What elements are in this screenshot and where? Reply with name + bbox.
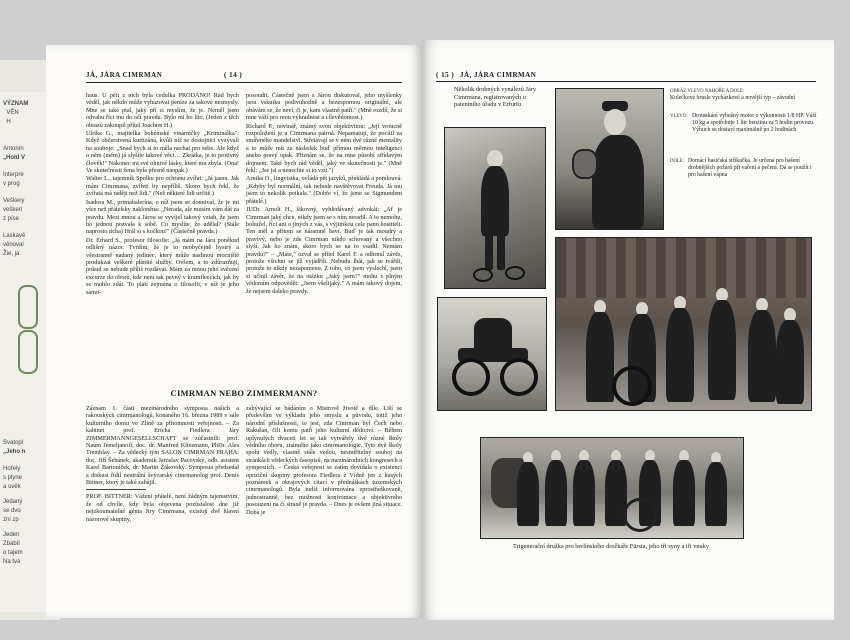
text-column-2 [246, 92, 402, 410]
page-number-right: ( 15 ) [436, 71, 455, 79]
caption-label: OBRÁZ VLEVO NAHOŘE A DOLE: [670, 89, 745, 94]
left-page [46, 45, 422, 618]
section-title: CIMRMAN NEBO ZIMMERMANN? [170, 388, 318, 398]
caption-text: Kolečkové brusle vycházkové a novější typ – závodní [670, 95, 796, 101]
paragraph: Walter L., tajemník Spolku pro ochranu zvířat: „Já jasnu. Jak mám Cimrmana, zvířetí by nepříliš. Skoro bych řekl, že zvířata má raději než lidi." (Než některé lidi určitě.) [86, 175, 239, 198]
paragraph: Dr. Erhard S., profesor filosofie: „Já mám na Járu poněkud odlišný názor. Tvrdím, že je to neobyčejně bystrý a všestranně nadaný jedinec, který může naslinou mocniště produkzat veškeré plánité služby. Ovšem, a to zdůrazňuji, pokud se nebude příliš rozdávat. Mám za mnou jeho svěcení excurze do oborů, kde není tak pevný v kramfleecích, jak by se mohlo zdát. To platí zejména o filosofii, v níž je jeho samo- [86, 236, 239, 296]
text-column-1 [86, 92, 239, 410]
caption-inventions: Několik drobných vynálezů Járy Cimrmana, registrovaných u patentního úřadu v Erfurtu [454, 86, 537, 109]
decorative-ornament [18, 330, 38, 374]
paragraph: PROF. BITTNER: Vážení přátelé, není žádným tajemstvím, že od chvíle, kdy byla objevena pozůstalost dne již nejzkoumatelné génia Jiry Cimrmana, existují dvě hlavní názorové skupiny, [86, 493, 239, 523]
paragraph: Záznam 1. části mezinárodního symposia našich a rakouských cimrmanologů, konaného 16. března 1989 v sále kulturního domu ve Zlíně za přítomnosti veřejnosti. – Za kabinet prof. Ericha Fiedlera Járy ZIMMERMANNGESELLSCHAFT se zúčastnili: prof. Naum Jemeljanoff, doc. dr. Manfred Klinsmann, PhDr. Ales Tremblay. – Za vědecký tým SALON CIMRMAN PRAHA: doc. Jiří Šebánek, akademik Jaroslav Pacovský, odb. asistent Karel Bartoníček, dr. Martin Žákovský. Symposia předsedal a diskusi řídil neutrální švýcarský cimrmanolog prof. Denis Bittner, který je také zahájil. [86, 405, 239, 487]
caption-label: VLEVO: [670, 114, 688, 119]
page-number-left: ( 14 ) [224, 71, 243, 79]
paragraph: Ulrika G., majitelka bohémské vinárničky „Kriminálka": Když občerstvená kurtizána, kvůli níž se dostojnici vyzývali na souboje: „Snad bych si to měla nechat pro sebe. Ale když o něm (mém) já slyšíte takové věci… Zkrátka, je to protivný člověk!" Nakonec mi své ohnivé lásky, které mu zbyla. (Ona! Ve skutečnosti žena byla přesně naopak.) [86, 130, 239, 175]
running-head-left: JÁ, JÁRA CIMRMAN [86, 71, 163, 79]
paragraph: Arnika O., lingvistka, ovládá pět jazyků, překládá a pomlouvá: „Kdyby byl normální, tak nebude navštěvovat Freuda. Já mu jsem tó nekolik potkala." (Dobře ví, že jsme se Sigmundem přátelé.) [246, 175, 402, 205]
caption-label: DOLE: [670, 159, 685, 164]
photo-man-roller-skates [444, 127, 546, 289]
paragraph: Richard P., novinář, známý svou objektivitou: „Její vroucně rozpoložení je u Cimrmana patrná. Nepamatuji, že pocítil za smířeného mandelstvi. Střetávají se v ném dvě různé mentality a to může mít za následek buď přímou měrnou inteligenci anebo pravý opak. Přiznám se, že na mne působí střídavým dojmem. Také bych rád věděl, jaký ve skutečnosti je." (Mně řekl: „Jse jsi a nenechte si to vzít.") [246, 122, 402, 175]
caption-text: Domácí hasičská stříkačka. Je určena pro hašení drobnějších požárů při vaření a pečení. Dá se použít i pro hašení vápna [688, 158, 812, 178]
photo-fire-pump-group [555, 237, 812, 411]
paragraph: posoudit. Částečně jsem s Járou diskutoval, jeho myšlenky jsou vskutku podivuhodně a bezespornou originální, ale obávám se, že neví, či je, kam vlastně patří." (Mně rozdíl, že si mne váží pro mou výhradnost a cílevědomost.) [246, 92, 402, 122]
header-rule [436, 81, 816, 82]
photo-family-coachmen [480, 437, 744, 539]
photo-man-with-engine [555, 88, 664, 230]
paragraph: haus. U pěti z nich byla cedulka PRODÁNO! Rád bych věděl, jak někdo může vyhazovat peníze za takové nesmysly. Mne se také ptal, jaký pří si myslím, že je. Neměl jsem odvahu říci mu do očí pravdu. Bylo mi ho líto. (Jeden z těch obrazů zakoupil přítel Joachim H.) [86, 92, 239, 129]
divider [86, 489, 146, 490]
text-column-3 [86, 405, 239, 595]
right-page [422, 40, 834, 620]
running-head-right: JÁ, JÁRA CIMRMAN [460, 71, 537, 79]
underlying-page-fragment: VÝZNAM VĚN H Antonín „Hold V Interpre v prog Veškery veškerí z píse Laskavě věnoval Žie, ja Svatopl „Jeho n Hořely s plyne a ověk Jedaný se dvo zni zp Jeden Zbabíl o tajem Na tvá [0, 92, 57, 612]
decorative-ornament [18, 285, 38, 329]
caption-coachmen: Trigenerační družka pro berlínského drožkáře Fürsta, jeho tři syny a tři vnuky [513, 543, 709, 550]
caption-text: Droustkání vybušný motor o výkonnosti 1/8 HP. Váží 10 kg a spotřebuje 1 litr benzinu za 5 hodin provozu. Výbuch se dostaví maximálně po 2 hodinách [692, 113, 817, 133]
paragraph: Isadora M., primabalerína, o níž jsem se donnival, že je mi více než přátelsky nakloněna: „Nerada, ale musím vám dát za pravdu. Mezi mnou a Járou se vyvíjel takový vztah, že jsem ho jednou pozvala k sobě. Co myslíte, že udělal? (Stále naprosto ticha) Hrál si s kočkou!" (Částečně pravda.) [86, 198, 239, 236]
header-rule [86, 82, 402, 83]
paragraph: zabývající se bádáním o Mistrově životě a díle. Liší se především ve výkladu jeho smyslu a původu, totiž jeho národní příslušnosti, to jest, zda Cimrman byl Čech nebo Rakušan, čili komu patří jeho kulturní dědictví. – Během uplynulých dvaceti let se tak vytvářely dvě různé školy vědního oboru, známého jako cimrmanologie. Tyto dvě školy spolu vedly, vlastně stále vedou, nesmiřitelný souboj na stránkách vědeckých časopisů, na mezinárodních kongresech a symposiích. – Česká veřejnost se zatím dovídala o existenci opoziční skupiny profesora Fiedlera z Vídně jen z kusých poznámek a okrajových citací v přednáškách tuzemských cimrmanologů. Byla tudíž informována zprostředkovaně, jednostranně, bez možnosti konfrontace a objektivního posouzení na čí straně je pravda. – Dnes je ovšem jiná situace. Doba je [246, 405, 402, 516]
photo-racing-skate [437, 297, 547, 411]
text-column-4 [246, 405, 402, 595]
paragraph: JUDr. Arnolt H., šikovný, vyhledávaný advokát: „Ať je Cimrman jaký chce, nikdy jsem se s ním neradil. A to nemohu, bohužel, říci ani o jiných z vás, s výjimkou cele panu hostiteli. Ten měl a přitom se náramně baví. Buď je tak moudrý a pravivý, nebo je zde Cimrman nikdo schovaný a všechno slyší. Jak ho znám, skoro bych se na to vsadil. Nemám pravdu?" – „Máte," ozval se přítel Karel F. a odhrnul závěs, protože všichni se jíž vyjádřili. Nebudu lhát, jak se tvářili, protože to nikdy nezapomenu. Z toho, co jsem vyslechl, jsem si učinil závěr, že na otázku „Jaký jsem?" mohu s plným vědomím odpovědět: „Jsem všelijaký." A mám takový dojem, že nejsem daleko pravdy. [246, 206, 402, 295]
